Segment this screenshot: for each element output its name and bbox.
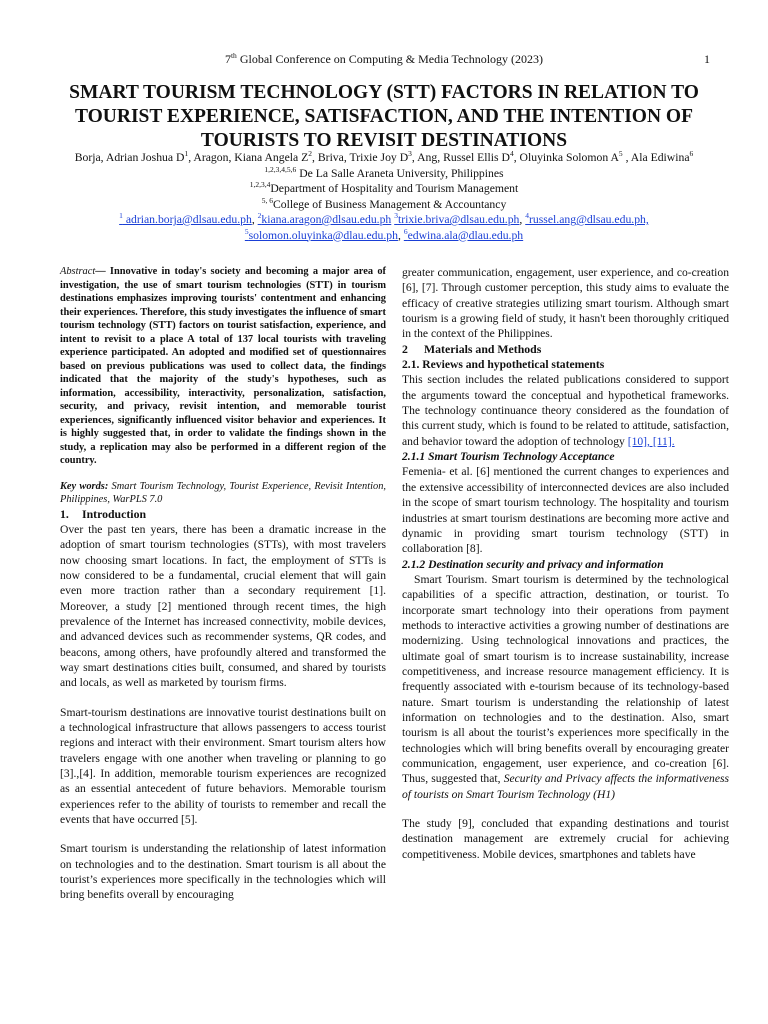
section-heading-materials: 2 Materials and Methods xyxy=(402,341,542,356)
paragraph: Smart tourism is understanding the relationship of latest information on technologies and to the destination. Smart tourism is all about the tourist’s experiences more specifically in the technologies which will bring benefits overall by encouraging xyxy=(60,842,386,902)
paragraph: Smart-tourism destinations are innovative tourist destinations built on a technological infrastructure that allows passengers to access tourist regions and interact with their environment. Smart tourism alters how travelers engage with one another when traveling or planning to go [3].,[4]. In addition, memorable tourism experiences are recognized as an essential antecedent of future behaviors. Memorable tourism experiences refer to the ability of tourists to remember and recall the events that have occurred [5]. xyxy=(60,705,386,827)
email-link[interactable]: $^1$ adrian.borja@dlsau.edu.ph xyxy=(119,211,252,226)
affiliation-college: $^{5, 6}$College of Business Management & Accountancy xyxy=(261,195,507,211)
paragraph: Smart Tourism. Smart tourism is determined by the technological capabilities of a specific attraction, destination, or tourist. To incorporate smart technology into their operations from payment methods to interactive activities a growing number of destinations are modernizing. Using technological innovations and practices, the ultimate goal of smart tourism is to increase sustainability, increase competitiveness, and increase resource management efficiency. It is frequently associated with e-tourism because of its technology-based nature. Smart tourism is understanding the relationship of latest information on technologies and to the destination. Also, smart tourism is all about the tourist’s experiences more specifically in the technologies which will bring benefits overall by encouraging greater communication, engagement, user experience, and co-creation [6]. Thus, suggested that, Security and Privacy affects the informativeness of tourists on Smart Tourism Technology (H1) xyxy=(402,572,729,801)
email-line: $^5$solomon.oluyinka@dlau.edu.ph, $^6$edwina.ala@dlau.edu.ph xyxy=(244,226,524,242)
author: Aragon, Kiana Angela $Z^2$, xyxy=(193,149,318,164)
email-link[interactable]: $^4$russel.ang@dlsau.edu.ph, xyxy=(525,211,649,226)
paragraph: greater communication, engagement, user experience, and co-creation [6], [7]. Through customer perception, this study aims to evaluate the efficacy of creative strategies utilizing smart tourism. Although smart tourism is a growing field of study, it hasn't been thoroughly critiqued in the context of the Philippines. xyxy=(402,266,729,341)
email-line: $^1$ adrian.borja@dlsau.edu.ph, $^2$kiana.aragon@dlsau.edu.ph $^3$trixie.briva@dlsau.edu.ph, $^4$russel.ang@dlsau.edu.ph, xyxy=(119,211,649,226)
email-link[interactable]: $^2$kiana.aragon@dlsau.edu.ph xyxy=(257,211,392,226)
author-block xyxy=(20,150,748,243)
keywords-text: Smart Tourism Technology, Tourist Experience, Revisit Intention, Philippines, WarPLS 7.0 xyxy=(60,480,386,505)
hypothesis-statement: Security and Privacy affects the informativeness of tourists on Smart Tourism Technology (H1) xyxy=(402,772,729,801)
subsection-heading: 2.1. Reviews and hypothetical statements xyxy=(402,358,605,372)
subsubsection-heading: 2.1.1 Smart Tourism Technology Acceptance xyxy=(402,450,615,464)
author-list xyxy=(20,150,748,166)
affiliation-university: $^{1,2,3,4,5,6}$ De La Salle Araneta University, Philippines xyxy=(264,164,504,180)
email-link[interactable]: $^5$solomon.oluyinka@dlau.edu.ph xyxy=(244,226,398,242)
keywords xyxy=(60,480,386,507)
paragraph: Over the past ten years, there has been a dramatic increase in the adoption of smart tourism technologies (STTs), with most travelers now choosing smart locations. In fact, the employment of STTs is now considered to be a fundamental, crucial element that will gain even more traction rather than a secondary requirement [1]. Moreover, a study [2] mentioned through recent times, the high prevalence of the Internet has increased connectivity, mobile devices, and advanced devices such as recommender systems, QR codes, and beacons, among others, have profoundly altered and transformed the way smart destinations cities built, consumed, and shared by tourists and locals, as well as marketed by tourism firms. xyxy=(60,522,386,690)
abstract: Abstract— Innovative in today's society and becoming a major area of investigation, the use of smart tourism technologies (STT) in tourism destinations emphasizes improving tourists' contentment and enhancing their experiences. Therefore, this study investigates the influence of smart tourism technology (STT) factors on tourist satisfaction, experience, and intent to revisit to a place A total of 137 local tourists with traveling experience participated. An adopted and modified set of questionnaires based on previous publications was used to collect data, the findings indicated that the majority of the study's hypotheses, such as information, accessibility, interactivity, personalization, satisfaction, security, and privacy, revisit intention, and memorable tourist experiences, significantly influenced visitor behavior and experiences. It is highly suggested that, in order to validate the findings shown in the study, a replication may also be performed in a different region of the country. xyxy=(60,266,386,466)
keywords-label: Key words: xyxy=(60,480,109,492)
paragraph: The study [9], concluded that expanding destinations and tourist destination management are extremely crucial for achieving competitiveness. Mobile devices, smartphones and tablets have xyxy=(402,817,729,861)
paragraph: Femenia- et al. [6] mentioned the current changes to experiences and the extensive accessibility of interconnected devices are also included in the scope of smart tourism technology. The hospitality and tourism industries at smart tourism destinations are becoming more active and dynamic in providing smart tourism technology (STT) in collaboration [8]. xyxy=(402,465,729,556)
author: Ang, Russel Ellis $D^4$, xyxy=(417,149,520,164)
paper-title: SMART TOURISM TECHNOLOGY (STT) FACTORS IN RELATION TO TOURIST EXPERIENCE, SATISFACTION, AND THE INTENTION OF TOURISTS TO REVISIT DESTINATIONS xyxy=(69,82,699,151)
subsubsection-heading: 2.1.2 Destination security and privacy and information xyxy=(402,557,664,571)
author: Briva, Trixie Joy $D^3$, xyxy=(317,149,418,164)
paragraph: This section includes the related publications considered to support the arguments toward the conceptual and hypothetical frameworks. The technology continuance theory considered as the foundation of this current study, which is found to be related to attitude, satisfaction, and behavior toward the adoption of technology [10], [11]. xyxy=(402,373,729,448)
abstract-text: Innovative in today's society and becoming a major area of investigation, the use of smart tourism technologies (STT) in tourism destinations emphasizes improving tourists' contentment and enhancing their experiences. Therefore, this study investigates the influence of smart tourism technology (STT) factors on tourist satisfaction, experience, and intent to revisit to a place A total of 137 local tourists with traveling experience participated. An adopted and modified set of questionnaires based on previous publications was used to collect data, the findings indicated that the majority of the study's hypotheses, such as information, accessibility, interactivity, personalization, satisfaction, security, and privacy, revisit intention, and memorable tourist experiences, significantly influenced visitor behavior and experiences. It is highly suggested that, in order to validate the findings shown in the study, a replication may also be performed in a different region of the country. xyxy=(60,266,386,466)
email-link[interactable]: $^6$edwina.ala@dlau.edu.ph xyxy=(403,226,524,242)
author: Ala Ediwina$^6$ xyxy=(630,149,694,164)
author: Oluyinka Solomon $A^5$ , xyxy=(519,149,631,164)
affiliation-department: $^{1,2,3,4}$Department of Hospitality and Tourism Management xyxy=(249,180,519,195)
page-number: 1 xyxy=(704,52,710,66)
right-column xyxy=(402,265,729,862)
running-header: 7th Global Conference on Computing & Media Technology (2023) xyxy=(224,51,544,66)
author: Borja, Adrian Joshua $D^1$, xyxy=(74,149,194,164)
left-column xyxy=(60,265,386,903)
abstract-label: Abstract xyxy=(60,266,96,277)
reference-link[interactable]: [10], [11]. xyxy=(627,434,675,448)
email-link[interactable]: $^3$trixie.briva@dlsau.edu.ph xyxy=(394,211,520,226)
section-heading-introduction: 1. Introduction xyxy=(60,506,147,521)
